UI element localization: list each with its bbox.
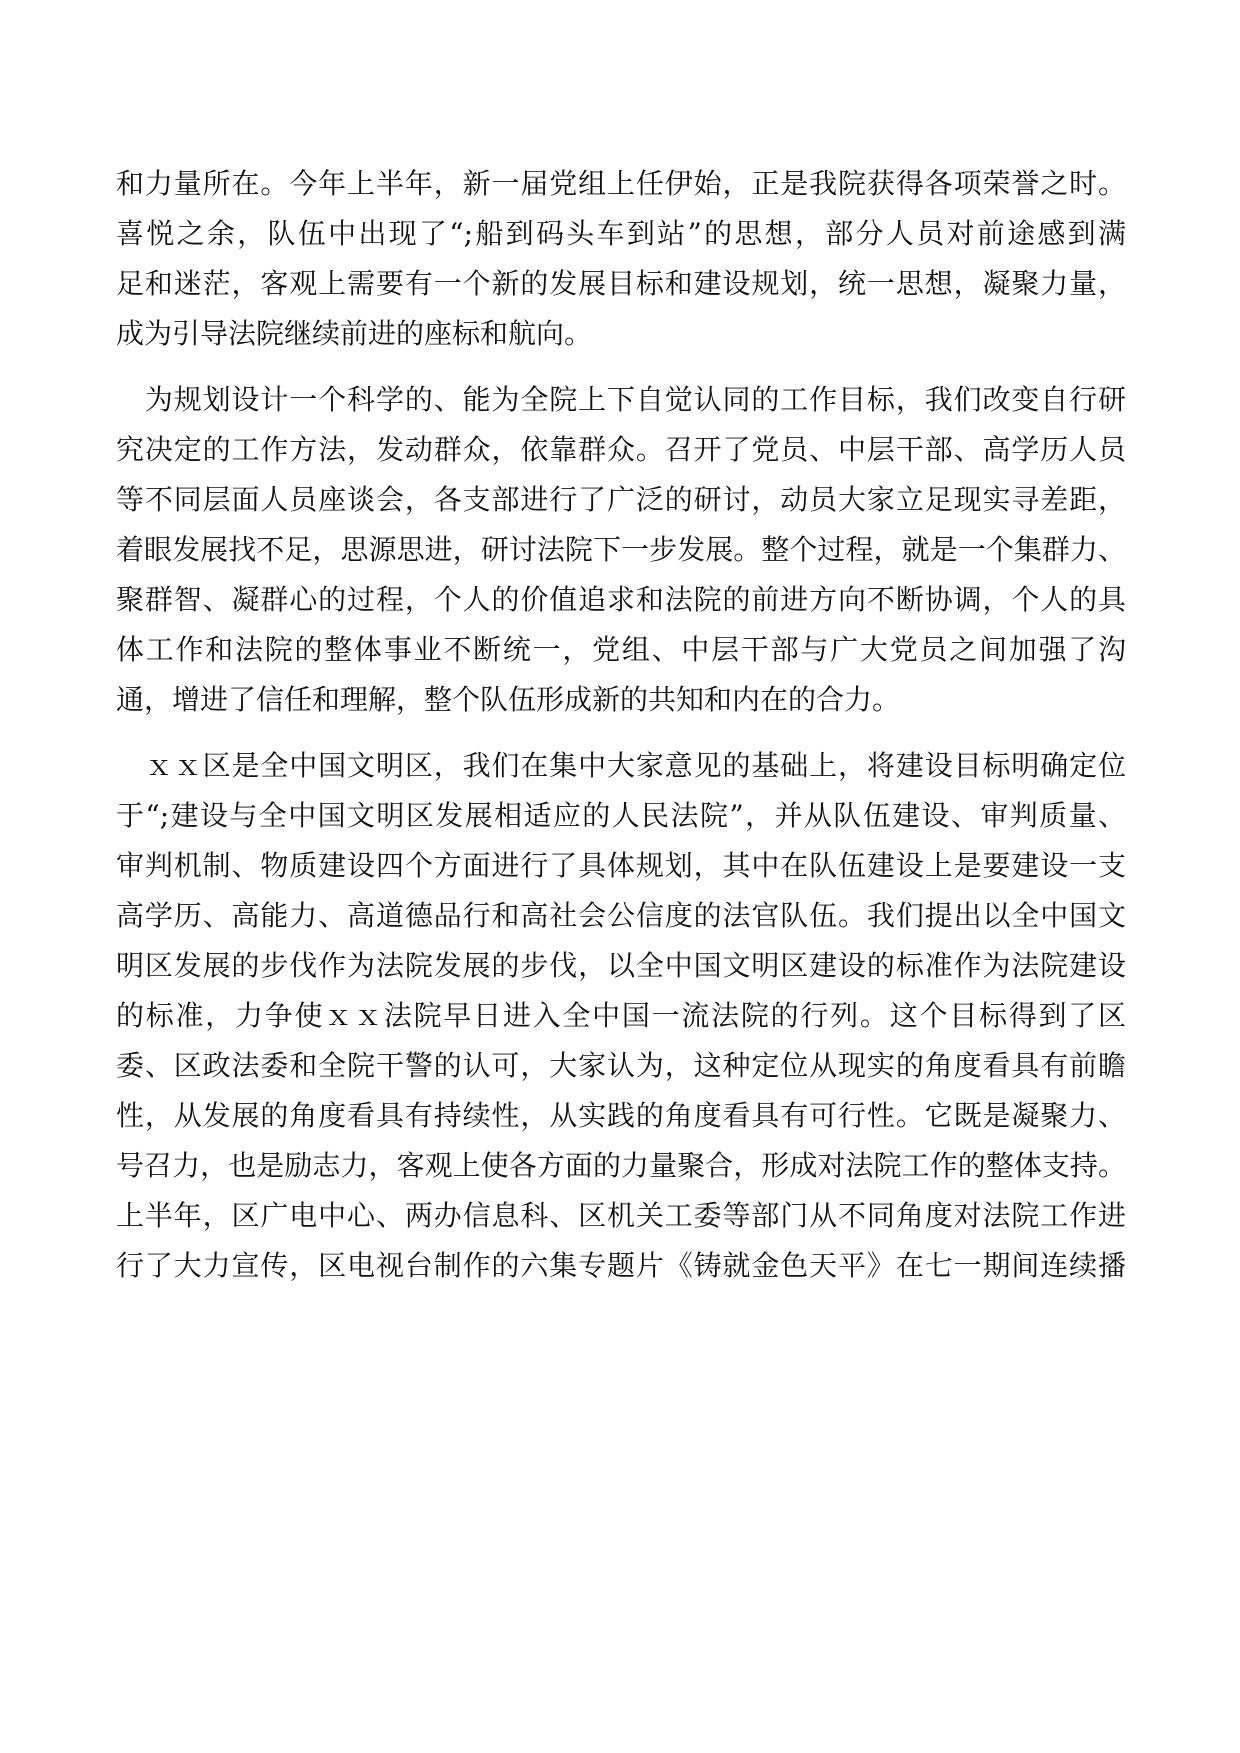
text-line: 成为引导法院继续前进的座标和航向。 [116, 317, 593, 350]
text-line: ｘｘ区是全中国文明区，我们在集中大家意见的基础上，将建设目标明确定位 [116, 749, 1126, 782]
text-line: 的标准，力争使ｘｘ法院早日进入全中国一流法院的行列。这个目标得到了区 [116, 999, 1126, 1032]
text-line: 审判机制、物质建设四个方面进行了具体规划，其中在队伍建设上是要建设一支 [116, 849, 1126, 882]
text-line: 和力量所在。今年上半年，新一届党组上任伊始，正是我院获得各项荣誉之时。 [116, 167, 1126, 200]
text-line: 为规划设计一个科学的、能为全院上下自觉认同的工作目标，我们改变自行研 [116, 383, 1126, 416]
text-line: 等不同层面人员座谈会，各支部进行了广泛的研讨，动员大家立足现实寻差距， [116, 483, 1126, 516]
paragraph-3 [116, 741, 1126, 1291]
body-text [116, 159, 1126, 1291]
paragraph-2 [116, 375, 1126, 725]
text-line: 于“;建设与全中国文明区发展相适应的人民法院”，并从队伍建设、审判质量、 [116, 799, 1126, 832]
paragraph-1 [116, 159, 1126, 359]
text-line: 通，增进了信任和理解，整个队伍形成新的共知和内在的合力。 [116, 683, 901, 716]
text-line: 聚群智、凝群心的过程，个人的价值追求和法院的前进方向不断协调，个人的具 [116, 583, 1126, 616]
text-line: 高学历、高能力、高道德品行和高社会公信度的法官队伍。我们提出以全中国文 [116, 899, 1126, 932]
text-line: 性，从发展的角度看具有持续性，从实践的角度看具有可行性。它既是凝聚力、 [116, 1099, 1126, 1132]
text-line: 足和迷茫，客观上需要有一个新的发展目标和建设规划，统一思想，凝聚力量， [116, 267, 1126, 300]
text-line: 明区发展的步伐作为法院发展的步伐，以全中国文明区建设的标准作为法院建设 [116, 949, 1126, 982]
text-line: 究决定的工作方法，发动群众，依靠群众。召开了党员、中层干部、高学历人员 [116, 433, 1126, 466]
text-line: 号召力，也是励志力，客观上使各方面的力量聚合，形成对法院工作的整体支持。 [116, 1149, 1126, 1182]
text-line: 上半年，区广电中心、两办信息科、区机关工委等部门从不同角度对法院工作进 [116, 1199, 1126, 1232]
text-line: 体工作和法院的整体事业不断统一，党组、中层干部与广大党员之间加强了沟 [116, 633, 1126, 666]
text-line: 着眼发展找不足，思源思进，研讨法院下一步发展。整个过程，就是一个集群力、 [116, 533, 1126, 566]
text-line: 委、区政法委和全院干警的认可，大家认为，这种定位从现实的角度看具有前瞻 [116, 1049, 1126, 1082]
text-line: 行了大力宣传，区电视台制作的六集专题片《铸就金色天平》在七一期间连续播 [116, 1249, 1126, 1282]
text-line: 喜悦之余，队伍中出现了“;船到码头车到站”的思想，部分人员对前途感到满 [116, 217, 1126, 250]
